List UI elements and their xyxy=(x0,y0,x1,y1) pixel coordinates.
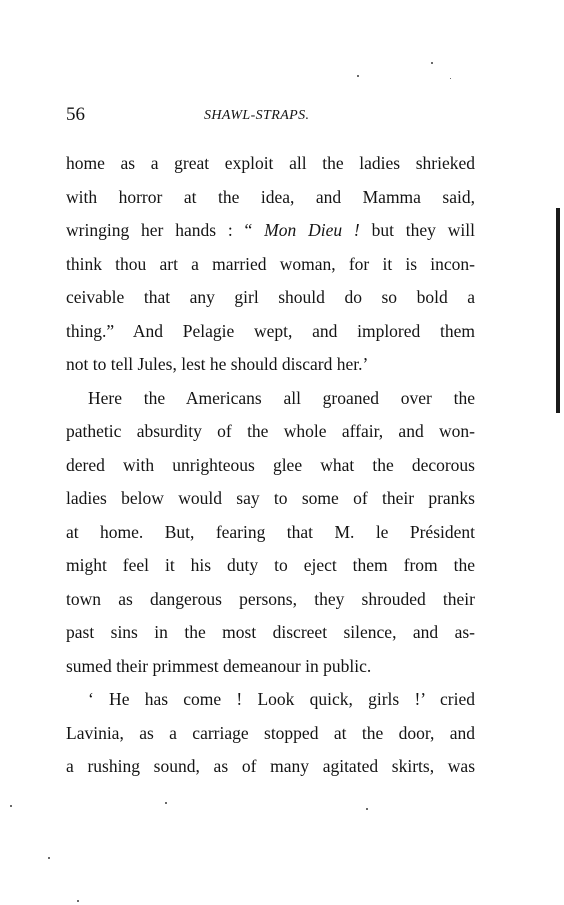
text-line: ceivable that any girl should do so bold a xyxy=(66,287,475,307)
text-line: home as a great exploit all the ladies shrieked xyxy=(66,153,475,173)
body-text xyxy=(66,147,475,784)
scan-speck xyxy=(366,808,368,810)
text-line: sumed their primmest demeanour in public. xyxy=(66,655,372,676)
text-fragment: wringing her hands : “ xyxy=(66,220,265,240)
text-line: Here the Americans all groaned over the xyxy=(88,387,475,408)
text-line: at home. But, fearing that M. le Président xyxy=(66,521,475,542)
scan-speck xyxy=(431,62,433,64)
text-line: past sins in the most discreet silence, and as- xyxy=(66,622,475,642)
scan-speck xyxy=(165,802,167,804)
text-line: pathetic absurdity of the whole affair, and won- xyxy=(66,421,475,441)
text-line: not to tell Jules, lest he should discard her.’ xyxy=(66,354,369,374)
scan-speck xyxy=(48,857,50,859)
page-number: 56 xyxy=(66,104,85,125)
running-title: SHAWL-STRAPS. xyxy=(204,108,310,123)
text-line: dered with unrighteous glee what the decorous xyxy=(66,454,475,475)
text-line: with horror at the idea, and Mamma said, xyxy=(66,186,475,207)
scan-edge-bar xyxy=(556,208,560,413)
text-line: town as dangerous persons, they shrouded their xyxy=(66,588,475,609)
scan-speck xyxy=(77,900,79,902)
scan-speck xyxy=(10,805,12,807)
text-line: a rushing sound, as of many agitated skirts, was xyxy=(66,756,475,776)
text-line: might feel it his duty to eject them from the xyxy=(66,555,475,575)
scan-speck xyxy=(450,78,451,79)
text-line xyxy=(66,214,475,248)
text-line: thing.” And Pelagie wept, and implored them xyxy=(66,320,475,341)
text-line: ‘ He has come ! Look quick, girls !’ cried xyxy=(88,689,475,709)
scan-speck xyxy=(357,75,359,77)
text-line: think thou art a married woman, for it is incon- xyxy=(66,253,475,274)
italic-phrase: Mon Dieu ! xyxy=(264,220,360,240)
text-fragment: but they will xyxy=(359,220,475,240)
text-line: Lavinia, as a carriage stopped at the door, and xyxy=(66,722,475,743)
text-line: ladies below would say to some of their pranks xyxy=(66,488,475,508)
